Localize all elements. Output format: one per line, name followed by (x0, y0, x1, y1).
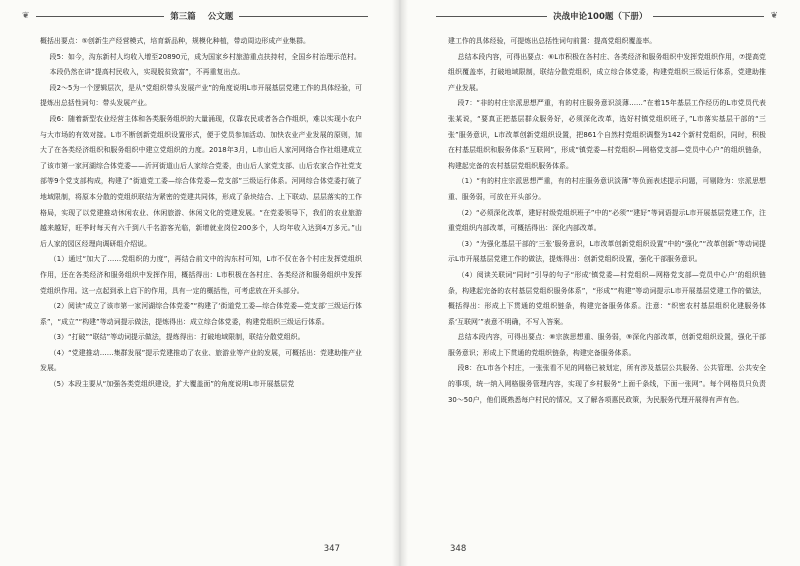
list-item: （3）“打破”“联结”等动词提示做法，提炼得出：打破地域限制，联结分散党组织。 (49, 333, 305, 342)
left-page-header (22, 8, 374, 24)
paragraph: 总结本段内容，可得出要点：⑥L市积极在各村庄、各类经济和服务组织中发挥党组织作用，⑦提高党组织覆盖率，打破地域限制，联结分散党组织，成立综合体党委，构建党组织三级运行体系，党建助推产业发展。 (448, 52, 766, 92)
book-gutter-shadow (392, 0, 408, 566)
paragraph: 建工作的具体经验，可提炼出总括性词句前置：提高党组织覆盖率。 (448, 37, 657, 45)
paragraph: 段2～5为一个逻辑层次，是从“党组织带头发展产业”的角度说明L市开展基层党建工作的具体经验，可提炼出总括性词句：带头发展产业。 (40, 83, 362, 108)
paragraph: 概括出要点：⑤创新生产经营模式，培育新品种，规模化种植，带动周边形成产业集群。 (40, 37, 310, 45)
page-number: 348 (450, 544, 467, 554)
right-page-body (448, 34, 766, 536)
paragraph: 段7：“非的村庄宗派思想严重，有的村庄服务意识淡薄……”在着15年基层工作经历的L市党员代表张某说，“要真正把基层群众服务好，必须深化改革，选好村镇党组织班子，”L市落实基层干部的“三张”服务意识，L市改革创新党组织设置，把861个自然村党组织调整为142个新村党组织，同时，积极在村基层组织和服务体系“互联网”，形成“镇党委—村党组织—网格党支部—党员中心户”的组织链条，构建起完备的农村基层党组织服务体系。 (448, 99, 766, 170)
paragraph: 总结本段内容，可得出要点：⑧宗族思想重、服务弱，⑨深化内部改革，创新党组织设置，强化干部服务意识；形成上下贯通的党组织链条，构建完备服务体系。 (448, 333, 766, 357)
paragraph: 段8：在L市各个村庄，一张张看不见的网格已被划定，所有涉及基层公共服务、公共管理、公共安全的事项，统一纳入网格服务管理内容，实现了乡村服务“上面千条线，下面一张网”。每个网格员只负责30～50户，他们既熟悉每户村民的情况，又了解各项惠民政策，为民服务代理开展得有声有色。 (448, 364, 766, 404)
header-rule (36, 16, 165, 17)
header-rule (436, 16, 547, 17)
right-page (400, 0, 800, 566)
left-page-body (40, 34, 362, 536)
list-item: （3）“为强化基层干部的‘三张’服务意识，L市改革创新党组织设置”中的“强化”“改革创新”等动词提示L市开展基层党建工作的做法，提炼得出：创新党组织设置，强化干部服务意识。 (448, 239, 766, 264)
list-item: （5）本段主要从“加强各类党组织建设，扩大覆盖面”的角度说明L市开展基层党 (49, 380, 295, 389)
section-label: 公文题 (207, 12, 234, 22)
paragraph: 段6：随着新型农业经营主体和各类服务组织的大量涌现，仅靠农民或者各合作组织，难以实现小农户与大市场的有效对接。L市不断创新党组织设置形式，便于党员参加活动、加快农业产业发展的原则，加大了在各类经济组织和服务组织中建立党组织的力度。2018年3月，L市山后人家河网络合作社组建成立了该市第一家河湖综合体党委——沂河街道山后人家综合党委，由山后人家党支部、山后农家合作社党支部等9个党支部构成，构建了“街道党工委—综合体党委—党支部”三级运行体系。河网综合体党委打破了地域限制，将原本分散的党组织联结为紧密的党建共同体，形成了条块结合、上下联动、层层落实的工作格局，实现了以党建推动休闲农业、休闲旅游、休闲文化的党建发展。“在党委领导下，我们的农业旅游越来越好，旺季时每天有六千到八千名游客光临，新增就业岗位200多个，人均年收入达到4万多元。”山后人家的园区经理向调研组介绍说。 (40, 114, 362, 248)
header-rule (653, 16, 764, 17)
list-item: （1）“有的村庄宗派思想严重，有的村庄服务意识淡薄”等负面表述提示问题，可剔除为：宗派思想重、服务弱，可放在开头部分。 (448, 177, 766, 201)
chapter-label: 第三篇 (170, 12, 196, 22)
paragraph: 段5：如今，沟东新村人均收入增至20890元，成为国家乡村旅游重点扶持村，全国乡村治理示范村。 (49, 52, 361, 61)
paragraph: 本段仍然在讲“提高村民收入，实现脱贫致富”，不再重复出点。 (49, 68, 245, 77)
list-item: （1）通过“加大了……党组织的力度”，再结合前文中的沟东村可知，L市不仅在各个村庄发挥党组织作用，还在各类经济和服务组织中发挥作用，概括得出：L市积极在各村庄、各类经济和服务组织中发挥党组织作用。这一点起到承上启下的作用，具有一定的概括性，可考虑放在开头部分。 (40, 255, 362, 295)
list-item: （2）阅读“成立了该市第一家河湖综合体党委”“构建了‘街道党工委—综合体党委—党支部’三级运行体系”，“成立”“构建”等动词提示做法，提炼得出：成立综合体党委，构建党组织三级运行体系。 (40, 302, 362, 326)
list-item: （2）“必须深化改革，建好村级党组织班子”中的“必须”“建好”等词语提示L市开展基层党建工作，注重党组织内部改革，可概括得出：深化内部改革。 (448, 208, 766, 233)
leaf-ornament-icon: ❦ (770, 11, 779, 21)
leaf-ornament-icon: ❦ (22, 11, 30, 21)
book-title: 决战申论100题（下册） (553, 12, 648, 22)
list-item: （4）“党建推动……集群发展”提示党建推动了农业、旅游业等产业的发展，可概括出：党建助推产业发展。 (40, 348, 362, 373)
list-item: （4）阅读关联词“同时”引导的句子“形成‘镇党委—村党组织—网格党支部—党员中心户’的组织链条，构建起完备的农村基层党组织服务体系”，“形成”“构建”等动词提示L市开展基层党建工作的做法，概括得出：形成上下贯通的党组织链条，构建完备服务体系。注意：“织密农村基层组织化建服务体系‘互联网’”表意不明确，不写入答案。 (448, 270, 766, 326)
page-number: 347 (323, 544, 340, 554)
header-rule (239, 16, 368, 17)
right-page-header (430, 8, 778, 24)
